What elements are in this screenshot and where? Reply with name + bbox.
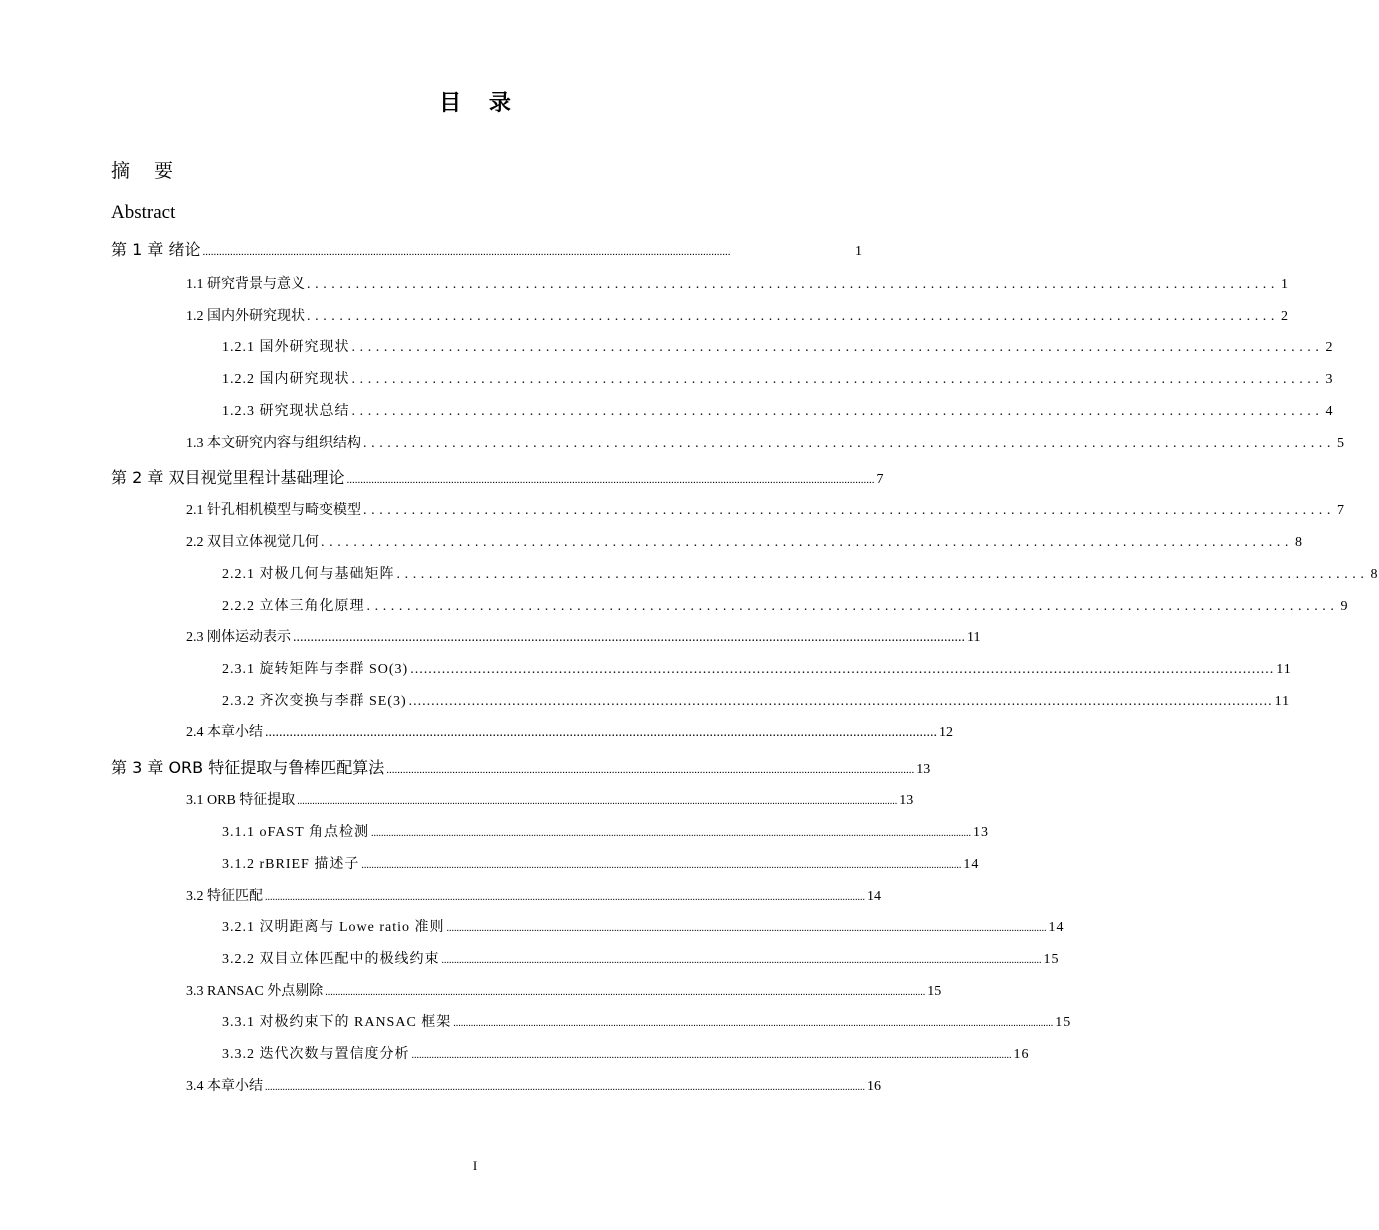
toc-entry-label: 3.4 本章小结: [186, 1079, 263, 1094]
toc-page-number: 13: [916, 762, 931, 777]
dot-leader: ................................................................................................................................................................................................................................................: [370, 828, 971, 839]
dot-leader: ........................................................................................................................: [351, 340, 1324, 355]
toc-entry-label: 第 3 章 ORB 特征提取与鲁棒匹配算法: [111, 758, 385, 777]
toc-page-number: 9: [1340, 599, 1349, 614]
toc-page-number: 1: [1281, 277, 1288, 292]
toc-entry-label: 2.2.2 立体三角化原理: [222, 599, 365, 614]
toc-entry-label: 3.3 RANSAC 外点剔除: [186, 984, 324, 999]
toc-entry-label: 3.1.2 rBRIEF 描述子: [222, 857, 360, 872]
toc-page-number: 15: [927, 984, 942, 999]
toc-title: 目 录: [439, 91, 521, 116]
toc-entry-3-2-2[interactable]: [222, 949, 1060, 971]
dot-leader: ........................................................................................................................: [307, 309, 1279, 324]
dot-leader: ................................................................................................................................................................................................................................................: [297, 796, 898, 807]
dot-leader: ........................................................................................................................: [321, 535, 1293, 550]
toc-entry-3-2[interactable]: [186, 886, 881, 908]
toc-entry-abstract-chinese[interactable]: 摘 要: [111, 160, 183, 182]
toc-entry-2-2-2[interactable]: [222, 596, 1349, 618]
dot-leader: ................................................................................................................................................................................................................................................: [265, 1082, 865, 1093]
toc-entry-label: 2.2.1 对极几何与基础矩阵: [222, 567, 395, 582]
toc-entry-1-1[interactable]: [186, 274, 1288, 296]
toc-entry-label: 第 1 章 绪论: [111, 240, 201, 259]
toc-entry-label: 2.4 本章小结: [186, 725, 263, 740]
toc-entry-label: 3.1 ORB 特征提取: [186, 793, 296, 808]
toc-entry-2-2-1[interactable]: [222, 564, 1379, 586]
toc-entry-label: 3.2.2 双目立体匹配中的极线约束: [222, 952, 440, 967]
toc-entry-3-3-1[interactable]: [222, 1012, 1072, 1034]
toc-entry-label: 3.1.1 oFAST 角点检测: [222, 825, 369, 840]
toc-page-number: 7: [1337, 503, 1344, 518]
dot-leader: ................................................................................................................................................................................................: [265, 725, 937, 740]
toc-page-number: 4: [1325, 404, 1334, 419]
toc-entry-abstract-english[interactable]: Abstract: [111, 202, 176, 223]
toc-entry-chapter-1[interactable]: [111, 238, 862, 262]
toc-entry-label: 1.2.3 研究现状总结: [222, 404, 350, 419]
toc-entry-1-2-3[interactable]: [222, 401, 1334, 423]
toc-entry-chapter-2[interactable]: [111, 466, 884, 490]
dot-leader: ................................................................................................................................................................................................................................................: [441, 955, 1042, 966]
toc-entry-2-2[interactable]: [186, 532, 1302, 554]
toc-page-number: 2: [1281, 309, 1288, 324]
toc-page-number: 13: [899, 793, 914, 808]
toc-entry-label: 3.3.1 对极约束下的 RANSAC 框架: [222, 1015, 452, 1030]
dot-leader: ................................................................................................................................................................................................: [346, 474, 875, 486]
dot-leader: ................................................................................................................................................................................................: [410, 662, 1275, 677]
toc-entry-1-2-2[interactable]: [222, 369, 1334, 391]
toc-page-number: 8: [1295, 535, 1302, 550]
toc-entry-2-1[interactable]: [186, 500, 1344, 522]
dot-leader: ................................................................................................................................................................................................: [408, 694, 1273, 709]
dot-leader: ................................................................................................................................................................................................................................................: [325, 987, 926, 998]
toc-entry-2-3[interactable]: [186, 627, 981, 649]
toc-page-number: 15: [1043, 952, 1060, 967]
toc-entry-3-1[interactable]: [186, 790, 914, 812]
dot-leader: ........................................................................................................................: [363, 436, 1335, 451]
dot-leader: ........................................................................................................................: [307, 277, 1279, 292]
toc-entry-label: 3.2 特征匹配: [186, 889, 263, 904]
dot-leader: ................................................................................................................................................................................................................................................: [361, 860, 962, 871]
dot-leader: ................................................................................................................................................................................................................................................: [265, 892, 865, 903]
dot-leader: ........................................................................................................................: [351, 404, 1324, 419]
toc-entry-label: 2.3 刚体运动表示: [186, 630, 291, 645]
toc-entry-label: 3.3.2 迭代次数与置信度分析: [222, 1047, 410, 1062]
toc-page-number: 1: [855, 244, 862, 259]
toc-page-number: 14: [867, 889, 881, 904]
toc-page-number: 2: [1325, 340, 1334, 355]
toc-page-number: 11: [967, 630, 981, 645]
toc-page-number: 11: [1276, 662, 1292, 677]
toc-entry-2-4[interactable]: [186, 722, 953, 744]
toc-entry-3-4[interactable]: [186, 1076, 881, 1098]
toc-entry-label: 第 2 章 双目视觉里程计基础理论: [111, 468, 345, 487]
toc-entry-1-2-1[interactable]: [222, 337, 1334, 359]
toc-page-number: 14: [1048, 920, 1065, 935]
dot-leader: ........................................................................................................................: [363, 503, 1335, 518]
toc-entry-2-3-1[interactable]: [222, 659, 1292, 681]
toc-entry-label: 1.2.1 国外研究现状: [222, 340, 350, 355]
dot-leader: ................................................................................................................................................................................................................................................: [453, 1018, 1054, 1029]
toc-page-number: 16: [1013, 1047, 1030, 1062]
toc-entry-label: 2.3.2 齐次变换与李群 SE(3): [222, 694, 407, 709]
toc-entry-3-2-1[interactable]: [222, 917, 1065, 939]
dot-leader: ................................................................................................................................................................................................: [293, 630, 965, 645]
page-number: I: [472, 1158, 478, 1173]
toc-entry-label: 1.3 本文研究内容与组织结构: [186, 436, 361, 451]
dot-leader: ................................................................................................................................................................................................................................................: [446, 923, 1047, 934]
toc-entry-chapter-3[interactable]: [111, 756, 931, 780]
toc-page-number: 11: [1274, 694, 1291, 709]
toc-entry-3-1-1[interactable]: [222, 822, 989, 844]
toc-entry-label: 1.1 研究背景与意义: [186, 277, 305, 292]
dot-leader: ................................................................................................................................................................................................: [386, 764, 915, 776]
toc-page-number: 14: [963, 857, 980, 872]
toc-entry-label: 2.3.1 旋转矩阵与李群 SO(3): [222, 662, 409, 677]
toc-entry-1-3[interactable]: [186, 433, 1344, 455]
toc-entry-3-1-2[interactable]: [222, 854, 980, 876]
toc-page-number: 3: [1325, 372, 1334, 387]
toc-page-number: 7: [876, 472, 884, 487]
dot-leader: ........................................................................................................................: [396, 567, 1369, 582]
toc-page-number: 8: [1370, 567, 1379, 582]
toc-entry-label: 2.1 针孔相机模型与畸变模型: [186, 503, 361, 518]
toc-entry-label: 1.2 国内外研究现状: [186, 309, 305, 324]
toc-page-number: 15: [1055, 1015, 1072, 1030]
toc-entry-3-3-2[interactable]: [222, 1044, 1030, 1066]
dot-leader: ................................................................................................................................................................................................................................................: [411, 1050, 1012, 1061]
toc-entry-3-3[interactable]: [186, 981, 942, 1003]
dot-leader: ........................................................................................................................: [351, 372, 1324, 387]
dot-leader: ................................................................................................................................................................................................: [202, 246, 731, 258]
toc-entry-label: 2.2 双目立体视觉几何: [186, 535, 319, 550]
toc-entry-label: 1.2.2 国内研究现状: [222, 372, 350, 387]
dot-leader: ........................................................................................................................: [366, 599, 1339, 614]
toc-entry-label: 3.2.1 汉明距离与 Lowe ratio 准则: [222, 920, 445, 935]
toc-entry-1-2[interactable]: [186, 306, 1288, 328]
toc-entry-2-3-2[interactable]: [222, 691, 1291, 713]
toc-page-number: 12: [939, 725, 953, 740]
toc-page-number: 13: [972, 825, 989, 840]
toc-page-number: 16: [867, 1079, 881, 1094]
toc-page-number: 5: [1337, 436, 1344, 451]
